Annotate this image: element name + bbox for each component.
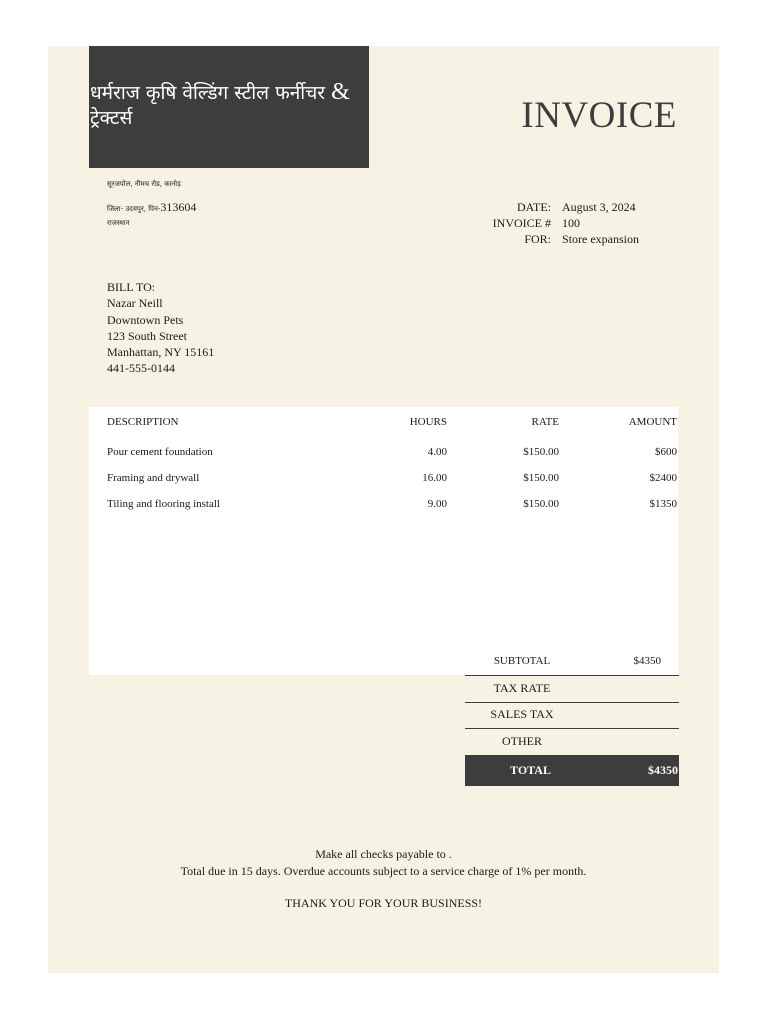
date-label: DATE: <box>517 200 551 214</box>
address-line-2-text: जिला- उदयपुर, पिन- <box>107 205 161 213</box>
bill-to-name: Nazar Neill <box>107 296 163 311</box>
total-row <box>465 755 679 786</box>
bill-to-street: 123 South Street <box>107 328 187 343</box>
table-row-1-description: Pour cement foundation <box>107 446 213 458</box>
table-row-1-rate: $150.00 <box>523 446 559 458</box>
date-value: August 3, 2024 <box>562 200 636 214</box>
thank-you-line: THANK YOU FOR YOUR BUSINESS! <box>284 896 483 910</box>
table-row-2-hours: 16.00 <box>422 472 447 484</box>
for-label: FOR: <box>524 232 551 246</box>
address-pin: 313604 <box>160 200 197 214</box>
address-line-1: सूरजपोल, नीमच रोड, कानोड़ <box>107 180 181 188</box>
invoice-number-label: INVOICE # <box>492 216 551 230</box>
column-header-hours: HOURS <box>409 416 447 428</box>
table-row-3-rate: $150.00 <box>523 498 559 510</box>
divider <box>465 675 679 676</box>
column-header-rate: RATE <box>531 416 559 428</box>
total-value: $4350 <box>648 763 678 777</box>
bill-to-label: BILL TO: <box>107 280 156 294</box>
table-row-3-description: Tiling and flooring install <box>107 498 220 510</box>
sales-tax-label: SALES TAX <box>490 707 554 721</box>
invoice-title: INVOICE <box>521 95 677 136</box>
line-items-table <box>89 407 678 675</box>
checks-payable-line: Make all checks payable to . <box>315 847 452 861</box>
bill-to-block <box>107 279 214 377</box>
table-row-2-amount: $2400 <box>649 472 677 484</box>
subtotal-value: $4350 <box>633 655 661 667</box>
total-label: TOTAL <box>510 763 551 777</box>
address-line-2 <box>107 200 196 215</box>
table-row-2-description: Framing and drywall <box>107 472 200 484</box>
divider <box>465 702 679 703</box>
column-header-description: DESCRIPTION <box>107 416 179 428</box>
column-header-amount: AMOUNT <box>628 416 677 428</box>
table-row-3-amount: $1350 <box>649 498 677 510</box>
invoice-page <box>48 46 719 973</box>
other-label: OTHER <box>502 734 542 748</box>
tax-rate-label: TAX RATE <box>493 681 551 695</box>
company-header-box <box>89 46 369 168</box>
for-value: Store expansion <box>562 232 639 246</box>
invoice-meta-values <box>562 199 639 247</box>
company-name <box>90 80 366 131</box>
bill-to-phone: 441-555-0144 <box>107 361 175 376</box>
invoice-meta-labels <box>493 199 551 247</box>
subtotal-label: SUBTOTAL <box>493 655 551 667</box>
table-row-3-hours: 9.00 <box>427 498 447 510</box>
table-row-1-hours: 4.00 <box>427 446 447 458</box>
table-row-2-rate: $150.00 <box>523 472 559 484</box>
invoice-number-value: 100 <box>562 216 580 230</box>
bill-to-company: Downtown Pets <box>107 312 184 327</box>
divider <box>465 728 679 729</box>
company-name-line2: ट्रेक्टर्स <box>90 107 133 129</box>
table-row-1-amount: $600 <box>655 446 677 458</box>
company-name-text: धर्मराज कृषि वेल्डिंग स्टील फर्नीचर <box>90 82 326 104</box>
company-name-amp: & <box>331 79 350 105</box>
payment-terms-line: Total due in 15 days. Overdue accounts subject to a service charge of 1% per month. <box>180 864 587 878</box>
bill-to-city: Manhattan, NY 15161 <box>107 345 215 360</box>
address-line-3: राजस्थान <box>107 219 130 227</box>
